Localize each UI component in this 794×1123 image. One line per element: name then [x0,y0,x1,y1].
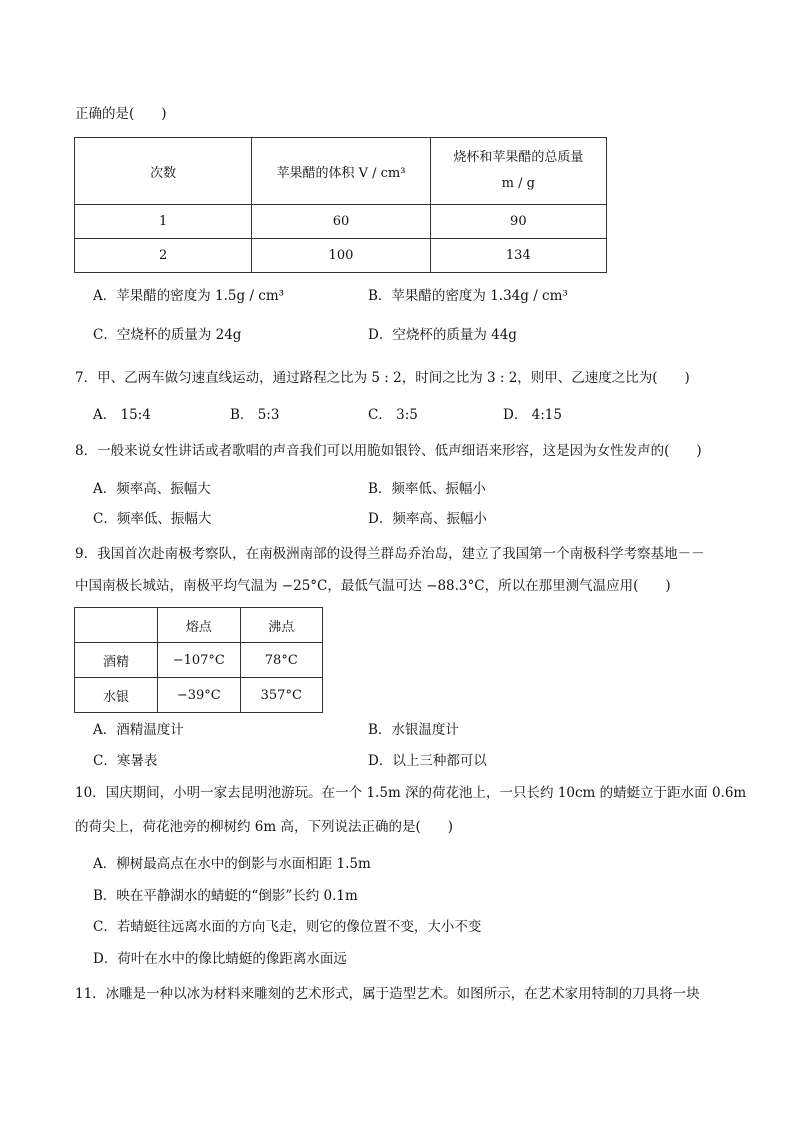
q6-option-c: C．空烧杯的质量为 24g [93,327,242,343]
q9-option-a: A．酒精温度计 [93,722,184,738]
table-row [75,608,323,643]
q10-option-b: B．映在平静湖水的蜻蜓的“倒影”长约 0.1m [93,888,358,904]
table-cell: 90 [430,205,606,239]
q8-option-a: A．频率高、振幅大 [93,481,211,497]
table-header-cell: 熔点 [158,608,241,643]
q10-stem-line1: 10．国庆期间，小明一家去昆明池游玩。在一个 1.5m 深的荷花池上，一只长约 10cm 的蜻蜓立于距水面 0.6m [75,785,747,801]
q10-stem-line2: 的荷尖上，荷花池旁的柳树约 6m 高，下列说法正确的是( ) [75,819,454,835]
q6-stem-end: 正确的是( ) [75,106,167,122]
table-header-cell: 苹果醋的体积 V / cm³ [252,138,430,205]
q10-option-d: D．荷叶在水中的像比蜻蜓的像距离水面远 [93,951,347,967]
q7-stem: 7．甲、乙两车做匀速直线运动，通过路程之比为 5 : 2，时间之比为 3 : 2，则甲、乙速度之比为( ) [75,370,690,386]
q9-option-b: B．水银温度计 [368,722,459,738]
q11-stem-line1: 11．冰雕是一种以冰为材料来雕刻的艺术形式，属于造型艺术。如图所示，在艺术家用特制的刀具将一块 [75,986,700,1002]
table-cell: 78°C [240,643,322,678]
q7-option-c: C． 3:5 [368,407,418,423]
q6-data-table [74,137,607,273]
table-cell: 134 [430,239,606,273]
q7-option-d: D． 4:15 [503,407,562,423]
table-header-cell: 沸点 [240,608,322,643]
table-cell: 水银 [75,678,158,713]
q9-stem-line2: 中国南极长城站，南极平均气温为 −25°C，最低气温可达 −88.3°C，所以在那里测气温应用( ) [75,578,671,594]
table-cell: 60 [252,205,430,239]
table-row [75,678,323,713]
q7-option-a: A． 15:4 [93,407,151,423]
table-row [75,205,607,239]
table-row [75,239,607,273]
q9-option-d: D．以上三种都可以 [368,753,487,769]
table-cell: 1 [75,205,252,239]
q6-option-b: B．苹果醋的密度为 1.34g / cm³ [368,288,568,304]
table-header-cell: 次数 [75,138,252,205]
table-header-cell [430,138,606,205]
table-cell: 100 [252,239,430,273]
q8-option-b: B．频率低、振幅小 [368,481,486,497]
q6-option-a: A．苹果醋的密度为 1.5g / cm³ [93,288,285,304]
q10-option-c: C．若蜻蜓往远离水面的方向飞走，则它的像位置不变，大小不变 [93,919,482,935]
table-cell: −39°C [158,678,241,713]
table-cell: 酒精 [75,643,158,678]
q9-option-c: C．寒暑表 [93,753,158,769]
table-cell: −107°C [158,643,241,678]
q9-data-table [74,607,323,713]
table-header-cell [75,608,158,643]
q8-option-d: D．频率高、振幅小 [368,511,487,527]
table-row [75,643,323,678]
table-cell: 2 [75,239,252,273]
q7-option-b: B． 5:3 [230,407,280,423]
q6-option-d: D．空烧杯的质量为 44g [368,327,517,343]
table-header-line: 烧杯和苹果醋的总质量 [453,150,584,165]
q10-option-a: A．柳树最高点在水中的倒影与水面相距 1.5m [93,856,371,872]
table-cell: 357°C [240,678,322,713]
q8-stem: 8．一般来说女性讲话或者歌唱的声音我们可以用脆如银铃、低声细语来形容，这是因为女性发声的( ) [75,443,702,459]
table-header-line: m / g [501,176,535,191]
q8-option-c: C．频率低、振幅大 [93,511,212,527]
q9-stem-line1: 9．我国首次赴南极考察队，在南极洲南部的设得兰群岛乔治岛，建立了我国第一个南极科学考察基地－－ [75,546,705,562]
